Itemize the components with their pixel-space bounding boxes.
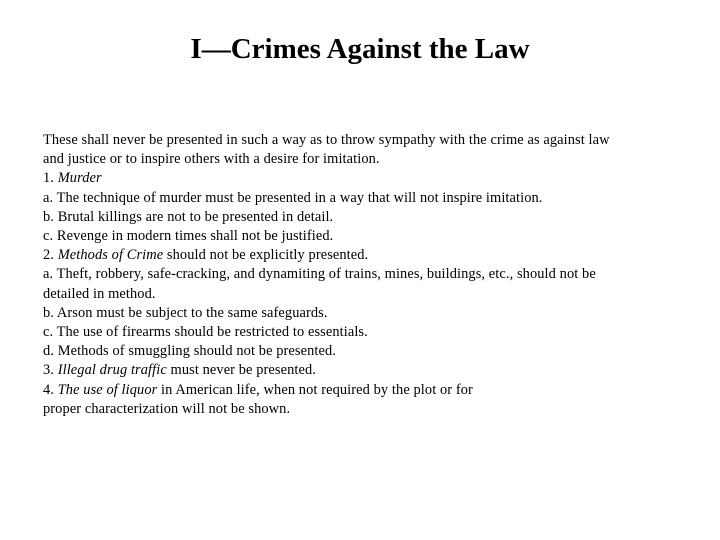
item-3-heading [43, 361, 693, 380]
item-2b: b. Arson must be subject to the same safeguards. [43, 304, 328, 321]
item-3-number: 3. [43, 362, 58, 379]
item-4-rest: in American life, when not required by the plot or for [157, 381, 473, 398]
item-4-title: The use of liquor [57, 381, 158, 398]
slide-title: I—Crimes Against the Law [190, 33, 530, 65]
item-2a-line-2: detailed in method. [43, 285, 156, 302]
item-2c: c. The use of firearms should be restricted to essentials. [43, 324, 368, 341]
item-1-heading [43, 169, 693, 188]
item-1-number: 1. [43, 170, 58, 187]
item-2d: d. Methods of smuggling should not be presented. [43, 343, 336, 360]
item-2-heading [43, 246, 693, 265]
item-4-heading [43, 381, 693, 400]
intro-line-2: and justice or to inspire others with a desire for imitation. [43, 151, 380, 168]
intro-line-1: These shall never be presented in such a way as to throw sympathy with the crime as against law [43, 132, 610, 148]
item-2-rest: should not be explicitly presented. [163, 247, 369, 264]
item-2-number: 2. [43, 247, 58, 264]
item-3-title: Illegal drug traffic [57, 362, 167, 379]
item-1-title: Murder [57, 170, 102, 187]
item-3-rest: must never be presented. [166, 362, 316, 379]
body-text [43, 131, 693, 419]
item-1b: b. Brutal killings are not to be presented in detail. [43, 208, 334, 225]
item-1c: c. Revenge in modern times shall not be justified. [43, 228, 334, 245]
item-4-number: 4. [43, 381, 58, 398]
item-1a: a. The technique of murder must be presented in a way that will not inspire imitation. [43, 189, 543, 206]
item-2a-line-1: a. Theft, robbery, safe-cracking, and dynamiting of trains, mines, buildings, etc., should not be [43, 266, 596, 283]
item-2-title: Methods of Crime [57, 247, 164, 264]
item-4-line-2: proper characterization will not be shown. [43, 400, 291, 417]
